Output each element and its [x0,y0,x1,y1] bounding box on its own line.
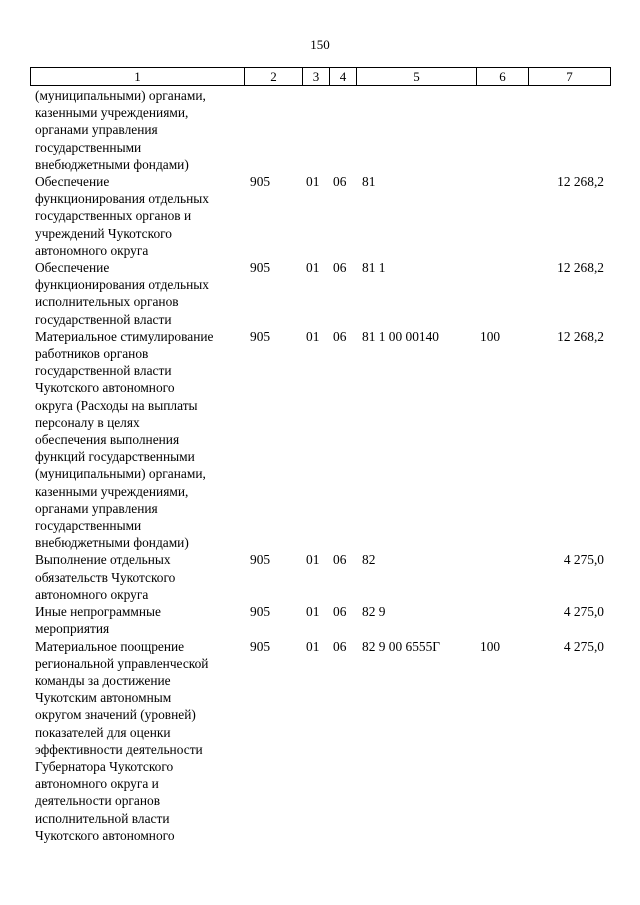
row-col-6: 100 [480,638,501,654]
row-col-2: 905 [250,638,271,654]
row-col-7: 4 275,0 [563,604,604,620]
row-col-5: 82 [362,552,376,568]
row-col-7: 12 268,2 [557,260,604,276]
table-row [30,259,610,328]
row-col-4: 06 [333,604,347,620]
row-col-7: 12 268,2 [557,328,604,344]
row-col-2: 905 [250,552,271,568]
header-col-4: 4 [330,68,357,86]
header-row [31,68,611,86]
row-col-3 [302,87,329,173]
table-row [30,173,610,259]
row-col-4 [329,87,356,173]
header-col-2: 2 [245,68,303,86]
table-row [30,328,610,552]
row-description: Обеспечение функционирования отдельных исполнительных органов государственной власти [35,260,209,327]
table-header [30,67,611,86]
row-col-3: 01 [306,174,320,190]
header-col-5: 5 [357,68,477,86]
row-col-2: 905 [250,174,271,190]
row-col-5: 81 1 [362,260,386,276]
row-col-7: 12 268,2 [557,174,604,190]
row-col-4: 06 [333,260,347,276]
row-description: Обеспечение функционирования отдельных государственных органов и учреждений Чукотского автономного округа [35,174,209,258]
row-col-3: 01 [306,604,320,620]
row-col-6 [476,603,528,637]
row-col-5: 82 9 00 6555Г [362,638,441,654]
row-col-5: 81 1 00 00140 [362,328,439,344]
table-row [30,603,610,637]
header-col-7: 7 [529,68,611,86]
row-col-7: 4 275,0 [563,638,604,654]
row-description: (муниципальными) органами, казенными учреждениями, органами управления государственными внебюджетными фондами) [35,88,206,172]
row-col-4: 06 [333,552,347,568]
table-body [30,87,610,844]
row-col-4: 06 [333,328,347,344]
row-col-3: 01 [306,260,320,276]
row-col-3: 01 [306,638,320,654]
row-col-2: 905 [250,260,271,276]
row-col-5 [356,87,476,173]
header-col-3: 3 [303,68,330,86]
table-row [30,638,610,844]
row-col-3: 01 [306,328,320,344]
row-col-6: 100 [480,328,501,344]
row-description: Материальное стимулирование работников органов государственной власти Чукотского автономного округа (Расходы на выплаты персоналу в целях обеспечения выполнения функций государственными (муниципальными) органами, казенными учреждениями, органами управления государственными внебюджетными фондами) [35,328,214,551]
row-col-6 [476,173,528,259]
row-col-7: 4 275,0 [563,552,604,568]
row-col-7 [528,87,610,173]
row-col-5: 82 9 [362,604,386,620]
row-col-4: 06 [333,174,347,190]
row-col-2 [244,87,302,173]
table-row [30,87,610,173]
row-col-2: 905 [250,328,271,344]
row-col-2: 905 [250,604,271,620]
row-description: Выполнение отдельных обязательств Чукотского автономного округа [35,552,176,602]
header-col-6: 6 [477,68,529,86]
header-col-1: 1 [31,68,245,86]
table-row [30,551,610,603]
row-description: Материальное поощрение региональной управленческой команды за достижение Чукотским автономным округом значений (уровней) показателей для оценки эффективности деятельности Губернатора Чукотского автономного округа и деятельности органов исполнительной власти Чукотского автономного [35,638,209,843]
row-col-6 [476,87,528,173]
row-col-3: 01 [306,552,320,568]
row-col-6 [476,551,528,603]
page-number: 150 [310,37,330,52]
row-description: Иные непрограммные мероприятия [35,604,161,637]
row-col-4: 06 [333,638,347,654]
row-col-5: 81 [362,174,376,190]
row-col-6 [476,259,528,328]
